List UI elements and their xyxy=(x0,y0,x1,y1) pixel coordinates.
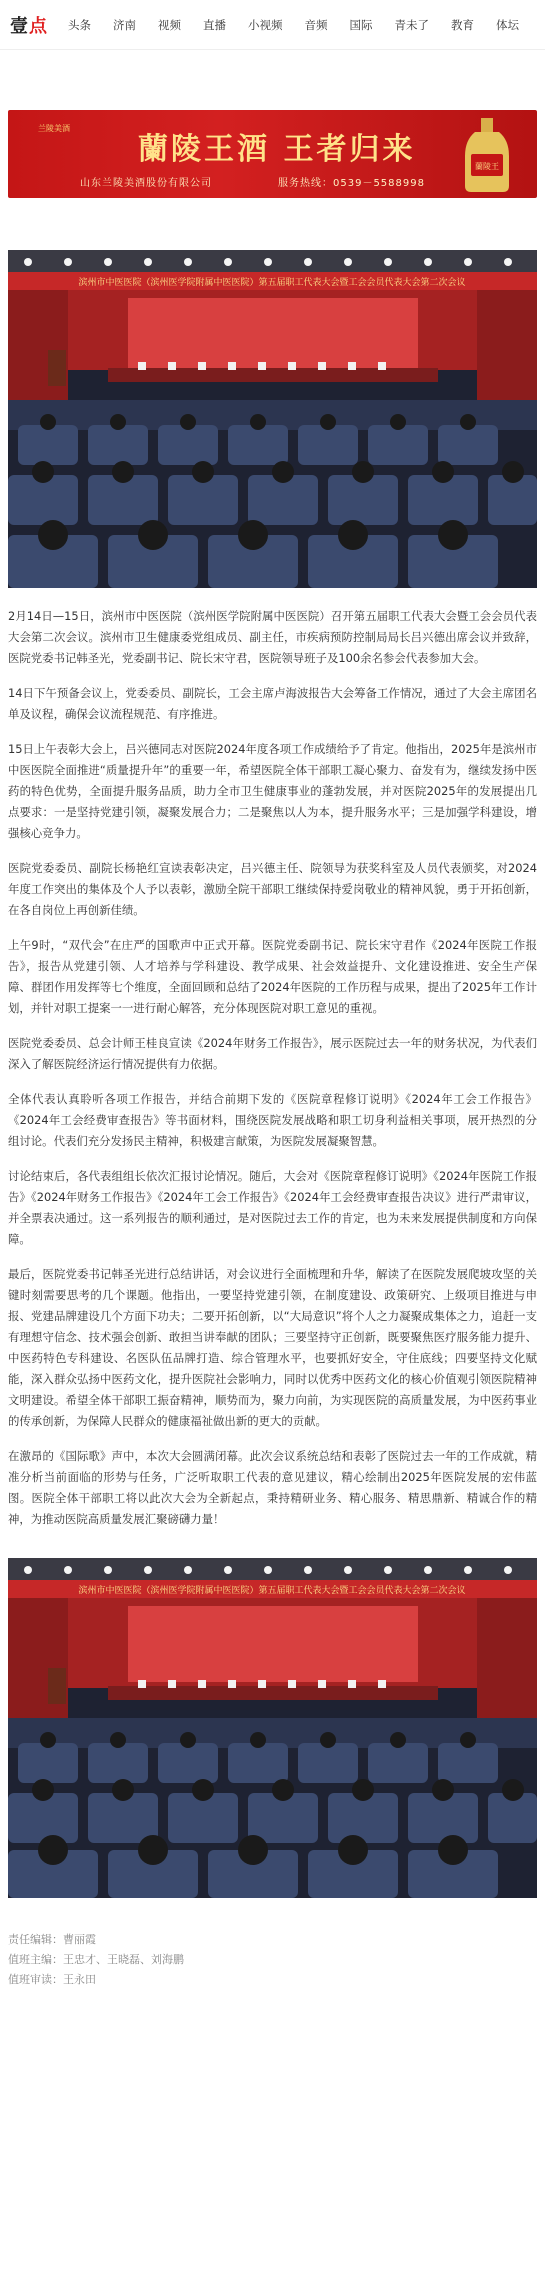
article-paragraph: 最后，医院党委书记韩圣光进行总结讲话，对会议进行全面梳理和升华，解读了在医院发展爬坡攻坚的关键时刻需要思考的几个课题。他指出，一要坚持党建引领，在制度建设、政策研究、上级项目推进与申报、党建品牌建设几个方面下功夫；二要开拓创新，以“大局意识”将个人之力凝聚成集体之力，追赶一支有理想守信念、技术强会创新、敢担当讲奉献的团队；三要坚持守正创新，既要聚焦医疗服务能力提升、中医药特色专科建设、名医队伍品牌打造、综合管理水平，也要抓好安全，守住底线；四要坚持文化赋能，深入群众弘扬中医药文化，提升医院社会影响力，同时以优秀中医药文化的核心价值观引领医院精神文明建设。希望全体干部职工振奋精神，顺势而为，聚力向前，为实现医院的高质量发展，为中医药事业的传承创新，为保障人民群众的健康福祉做出新的更大的贡献。 xyxy=(8,1267,537,1428)
article-paragraph: 讨论结束后，各代表组组长依次汇报讨论情况。随后，大会对《医院章程修订说明》《2024年医院工作报告》《2024年财务工作报告》《2024年工会工作报告》《2024年工会经费审查报告决议》进行严肃审议，并全票表决通过。这一系列报告的顺利通过，是对医院过去工作的肯定，也为未来发展提供制度和方向保障。 xyxy=(8,1169,537,1246)
banner-hotline: 服务热线：0539－5588998 xyxy=(278,178,425,189)
article-body xyxy=(0,606,545,1530)
nav-item-short-video[interactable]: 小视频 xyxy=(248,17,283,32)
article-paragraph: 全体代表认真聆听各项工作报告，并结合前期下发的《医院章程修订说明》《2024年工会工作报告》《2024年工会经费审查报告》等书面材料，围绕医院发展战略和职工切身利益相关事项，展开热烈的分组讨论。代表们充分发扬民主精神，积极建言献策，为医院发展凝聚智慧。 xyxy=(8,1092,537,1148)
article-paragraph: 上午9时，“双代会”在庄严的国歌声中正式开幕。医院党委副书记、院长宋守君作《2024年医院工作报告》，报告从党建引领、人才培养与学科建设、教学成果、社会效益提升、文化建设推进、安全生产保障、群团作用发挥等七个维度，全面回顾和总结了2024年医院的工作历程与成果，提出了2025年工作计划，并针对职工提案一一进行耐心解答，充分体现医院对职工意见的重视。 xyxy=(8,938,537,1015)
nav-item-headline[interactable]: 头条 xyxy=(68,17,91,32)
nav-item-jinan[interactable]: 济南 xyxy=(113,17,136,32)
article-photo-1 xyxy=(8,250,537,588)
meeting-hall-image xyxy=(8,250,537,588)
nav-item-international[interactable]: 国际 xyxy=(349,17,373,32)
credit-reviewer: 值班审读：王永田 xyxy=(8,1973,96,1986)
banner-company: 山东兰陵美酒股份有限公司 xyxy=(80,178,212,189)
article-paragraph: 2月14日—15日，滨州市中医医院（滨州医学院附属中医医院）召开第五届职工代表大会暨工会会员代表大会第二次会议。滨州市卫生健康委党组成员、副主任，市疾病预防控制局局长吕兴德出席会议并致辞，医院党委书记韩圣光，党委副书记、院长宋守君，医院领导班子及100余名参会代表参加大会。 xyxy=(8,609,537,665)
article-paragraph: 在激昂的《国际歌》声中，本次大会圆满闭幕。此次会议系统总结和表彰了医院过去一年的工作成就，精准分析当前面临的形势与任务，广泛听取职工代表的意见建议，精心绘制出2025年医院发展的宏伟蓝图。医院全体干部职工将以此次大会为全新起点，秉持精研业务、精心服务、精思鼎新、精诚合作的精神，为推动医院高质量发展汇聚磅礴力量！ xyxy=(8,1449,537,1526)
stage-banner-text: 滨州市中医医院（滨州医学院附属中医医院）第五届职工代表大会暨工会会员代表大会第二次会议 xyxy=(78,278,466,288)
liquor-bottle-icon xyxy=(457,116,517,194)
banner-slogan: 蘭陵王酒 王者归来 xyxy=(138,132,416,167)
credit-editor: 责任编辑：曹丽霞 xyxy=(8,1933,96,1946)
nav-item-education[interactable]: 教育 xyxy=(451,17,474,32)
site-logo[interactable] xyxy=(10,12,48,38)
article-paragraph: 医院党委委员、副院长杨艳红宣读表彰决定，吕兴德主任、院领导为获奖科室及人员代表颁奖，对2024年度工作突出的集体及个人予以表彰，激励全院干部职工继续保持爱岗敬业的精神风貌，勇于开拓创新，在各自岗位上再创新佳绩。 xyxy=(8,861,537,917)
article-paragraph: 14日下午预备会议上，党委委员、副院长，工会主席卢海波报告大会筹备工作情况，通过了大会主席团名单及议程，确保会议流程规范、有序推进。 xyxy=(8,686,537,721)
article-paragraph: 医院党委委员、总会计师王桂良宣读《2024年财务工作报告》，展示医院过去一年的财务状况，为代表们深入了解医院经济运行情况提供有力依据。 xyxy=(8,1036,537,1071)
logo-dot: 点 xyxy=(29,15,48,37)
nav-item-video[interactable]: 视频 xyxy=(158,17,181,32)
stage-banner-text-2: 滨州市中医医院（滨州医学院附属中医医院）第五届职工代表大会暨工会会员代表大会第二次会议 xyxy=(78,1586,466,1596)
nav-item-sports[interactable]: 体坛 xyxy=(496,17,519,32)
article-paragraph: 15日上午表彰大会上，吕兴德同志对医院2024年度各项工作成绩给予了肯定。他指出，2025年是滨州市中医医院全面推进“质量提升年”的重要一年，希望医院全体干部职工凝心聚力、奋发有为，继续发扬中医药的特色优势，全面提升服务品质，助力全市卫生健康事业的蓬勃发展，并对医院2025年的发展提出几点要求：一是坚持党建引领，凝聚发展合力；二是聚焦以人为本，提升服务水平；三是加强学科建设，增强核心竞争力。 xyxy=(8,742,537,840)
banner-ad[interactable] xyxy=(8,110,537,198)
article-photo-2 xyxy=(8,1558,537,1898)
nav-item-live[interactable]: 直播 xyxy=(203,17,226,32)
nav-item-qingweiliao[interactable]: 青未了 xyxy=(394,17,429,32)
bottle-label: 蘭陵王 xyxy=(475,162,499,171)
meeting-hall-image-2 xyxy=(8,1558,537,1898)
credit-proofreader: 值班主编：王忠才、王晓磊、刘海鹏 xyxy=(8,1953,184,1966)
nav-item-audio[interactable]: 音频 xyxy=(304,17,328,32)
top-nav xyxy=(0,0,545,50)
banner-badge: 兰陵美酒 xyxy=(38,124,70,133)
article-credits xyxy=(0,1930,545,1990)
logo-text: 壹 xyxy=(10,15,29,37)
